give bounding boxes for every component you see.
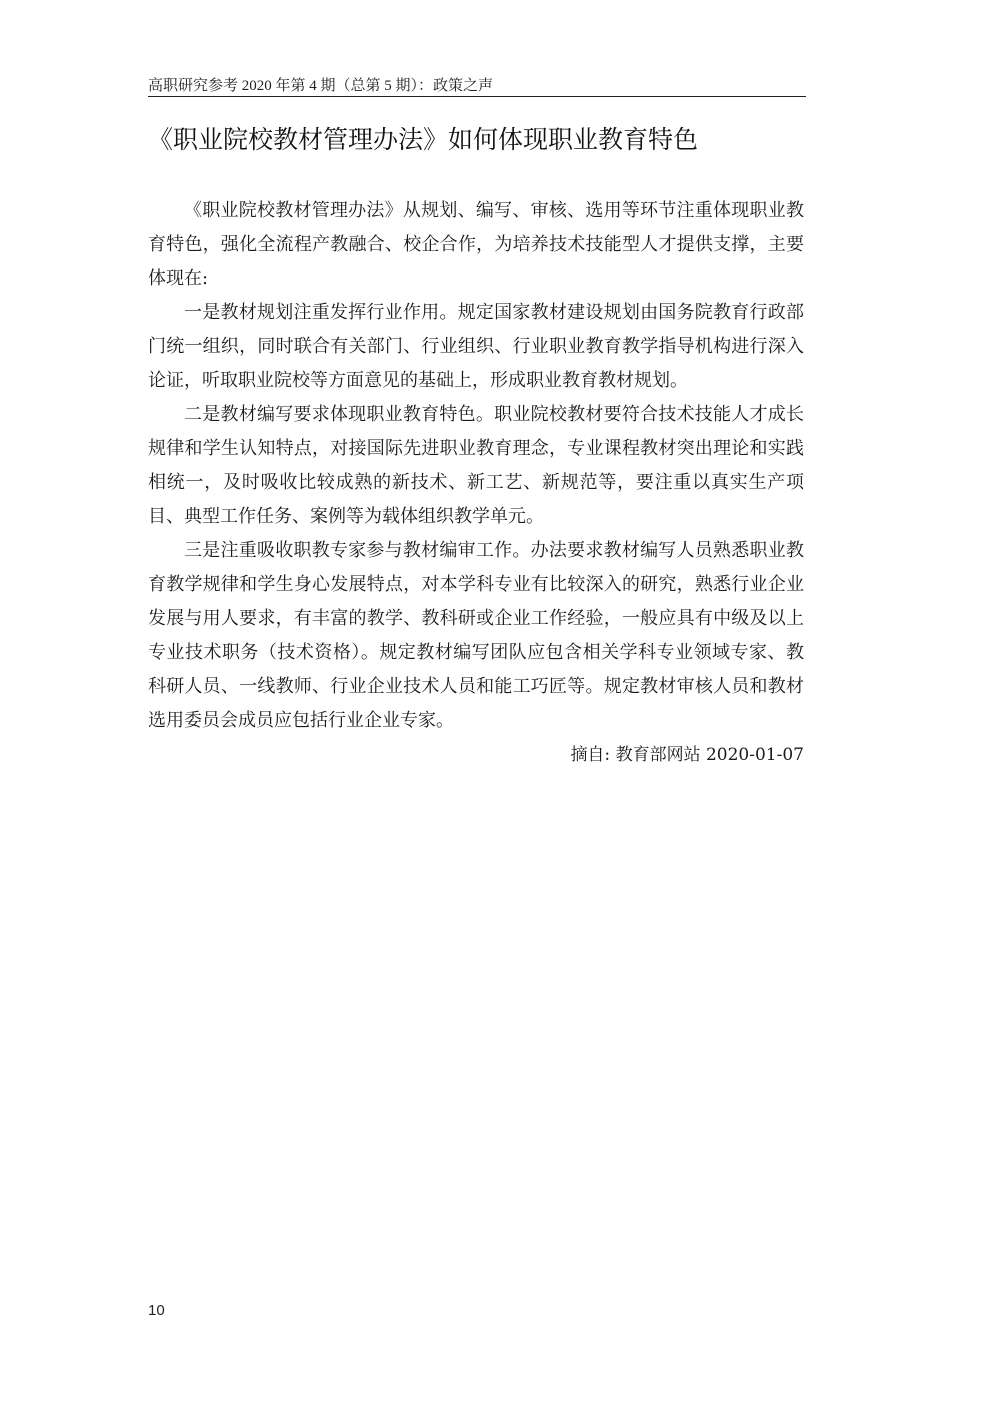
page-number: 10	[148, 1302, 165, 1319]
point-paragraph-2	[148, 398, 804, 534]
point-1-body: 规定国家教材建设规划由国务院教育行政部门统一组织，同时联合有关部门、行业组织、行业职业教育教学指导机构进行深入论证，听取职业院校等方面意见的基础上，形成职业教育教材规划。	[148, 302, 805, 391]
point-2-body: 职业院校教材要符合技术技能人才成长规律和学生认知特点，对接国际先进职业教育理念，专业课程教材突出理论和实践相统一，及时吸收比较成熟的新技术、新工艺、新规范等，要注重以真实生产项目、典型工作任务、案例等为载体组织教学单元。	[148, 404, 805, 527]
point-1-lead: 一是教材规划注重发挥行业作用。	[184, 302, 458, 323]
article-body	[148, 194, 804, 772]
running-header: 高职研究参考 2020 年第 4 期（总第 5 期）：政策之声	[148, 78, 494, 94]
point-paragraph-3	[148, 534, 804, 738]
header-divider	[148, 96, 806, 97]
article-title: 《职业院校教材管理办法》如何体现职业教育特色	[148, 125, 699, 154]
intro-paragraph: 《职业院校教材管理办法》从规划、编写、审核、选用等环节注重体现职业教育特色，强化全流程产教融合、校企合作，为培养技术技能型人才提供支撑，主要体现在:	[148, 200, 804, 289]
point-2-lead: 二是教材编写要求体现职业教育特色。	[184, 404, 495, 425]
point-3-lead: 三是注重吸收职教专家参与教材编审工作。	[184, 540, 531, 561]
point-3-body: 办法要求教材编写人员熟悉职业教育教学规律和学生身心发展特点，对本学科专业有比较深入的研究，熟悉行业企业发展与用人要求，有丰富的教学、教科研或企业工作经验，一般应具有中级及以上专业技术职务（技术资格）。规定教材编写团队应包含相关学科专业领域专家、教科研人员、一线教师、行业企业技术人员和能工巧匠等。规定教材审核人员和教材选用委员会成员应包括行业企业专家。	[148, 540, 805, 731]
point-paragraph-1	[148, 296, 804, 398]
source-citation: 摘自: 教育部网站 2020-01-07	[570, 745, 804, 765]
